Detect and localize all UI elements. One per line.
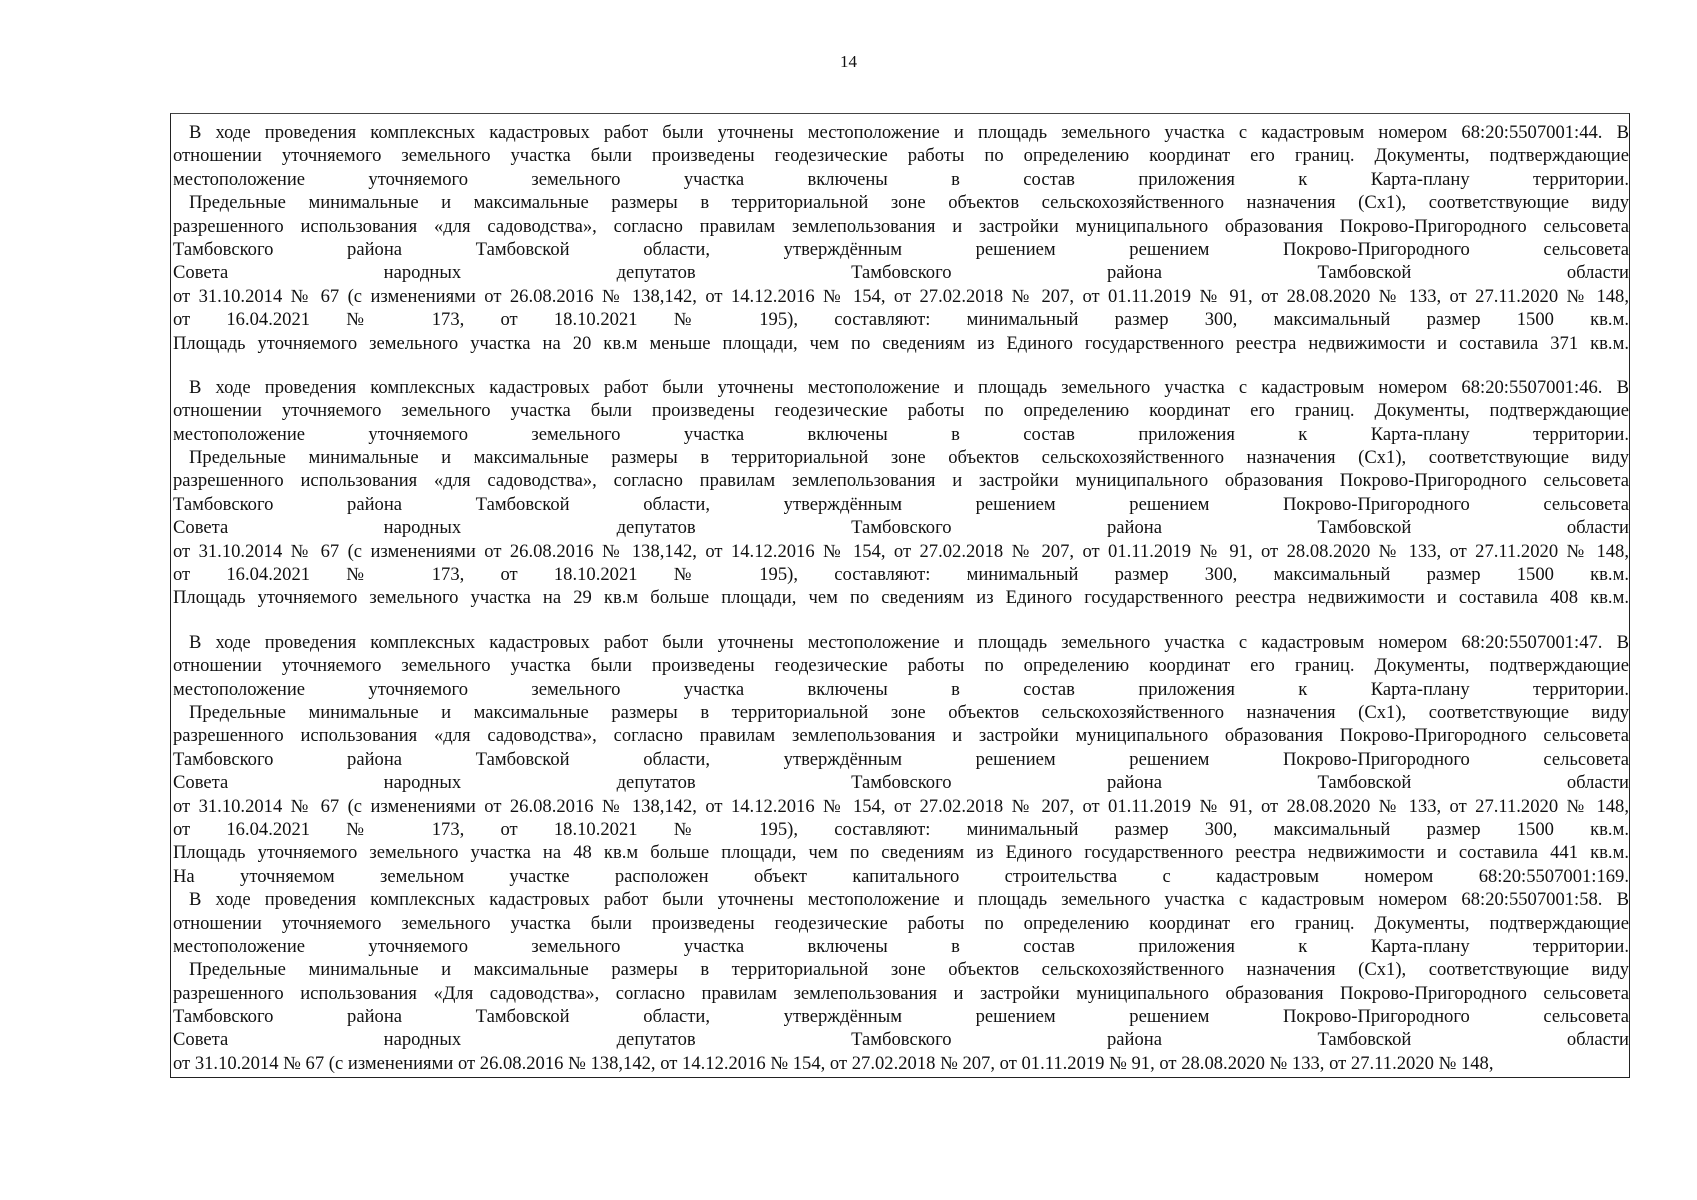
text-line: В ходе проведения комплексных кадастровых работ были уточнены местоположение и площадь земельного участка с кадастровым номером 68:20:5507001:44. В — [189, 122, 1629, 143]
text-line: от 16.04.2021 № 173, от 18.10.2021 № 195), составляют: минимальный размер 300, максимальный размер 1500 кв.м. — [173, 309, 1629, 331]
text-line: от 31.10.2014 № 67 (с изменениями от 26.08.2016 № 138,142, от 14.12.2016 № 154, от 27.02.2018 № 207, от 01.11.2019 № 91, от 28.08.2020 № 133, от 27.11.2020 № 148, — [173, 285, 1629, 307]
text-line: отношении уточняемого земельного участка были произведены геодезические работы по определению координат его границ. Документы, подтверждающие — [173, 400, 1629, 422]
text-line: Тамбовского района Тамбовской области, утверждённым решением решением Покрово-Пригородного сельсовета — [173, 238, 1629, 260]
text-line: В ходе проведения комплексных кадастровых работ были уточнены местоположение и площадь земельного участка с кадастровым номером 68:20:5507001:46. В — [189, 376, 1629, 398]
text-line: Предельные минимальные и максимальные размеры в территориальной зоне объектов сельскохозяйственного назначения (Сх1), соответствующие виду — [189, 959, 1629, 981]
text-line: В ходе проведения комплексных кадастровых работ были уточнены местоположение и площадь земельного участка с кадастровым номером 68:20:5507001:58. В — [189, 889, 1629, 911]
text-line: Предельные минимальные и максимальные размеры в территориальной зоне объектов сельскохозяйственного назначения (Сх1), соответствующие виду — [189, 701, 1629, 723]
text-line: местоположение уточняемого земельного участка включены в состав приложения к Карта-плану территории. — [173, 678, 1629, 700]
paragraph-block — [173, 376, 1629, 610]
text-line: Совета народных депутатов Тамбовского района Тамбовской области — [173, 772, 1629, 794]
text-line: местоположение уточняемого земельного участка включены в состав приложения к Карта-плану территории. — [173, 935, 1629, 957]
text-line: Площадь уточняемого земельного участка на 29 кв.м больше площади, чем по сведениям из Единого государственного реестра недвижимости и составила 408 кв.м. — [173, 587, 1629, 609]
text-line: Совета народных депутатов Тамбовского района Тамбовской области — [173, 517, 1629, 539]
text-line: Предельные минимальные и максимальные размеры в территориальной зоне объектов сельскохозяйственного назначения (Сх1), соответствующие виду — [189, 192, 1629, 214]
document-text-frame — [170, 113, 1630, 1078]
paragraph-block — [173, 121, 1629, 355]
text-line: Совета народных депутатов Тамбовского района Тамбовской области — [173, 262, 1629, 284]
text-line: В ходе проведения комплексных кадастровых работ были уточнены местоположение и площадь земельного участка с кадастровым номером 68:20:5507001:47. В — [189, 631, 1629, 653]
text-line: Тамбовского района Тамбовской области, утверждённым решением решением Покрово-Пригородного сельсовета — [173, 493, 1629, 515]
paragraph-gap — [173, 610, 1629, 631]
text-line: отношении уточняемого земельного участка были произведены геодезические работы по определению координат его границ. Документы, подтверждающие — [173, 145, 1629, 167]
page-number: 14 — [840, 52, 857, 71]
text-line: Площадь уточняемого земельного участка на 20 кв.м меньше площади, чем по сведениям из Единого государственного реестра недвижимости и составила 371 кв.м. — [173, 332, 1629, 354]
text-line: Тамбовского района Тамбовской области, утверждённым решением решением Покрово-Пригородного сельсовета — [173, 748, 1629, 770]
text-line: На уточняемом земельном участке расположен объект капитального строительства с кадастровым номером 68:20:5507001:169. — [173, 865, 1629, 887]
text-line: Тамбовского района Тамбовской области, утверждённым решением решением Покрово-Пригородного сельсовета — [173, 1006, 1629, 1028]
text-line: отношении уточняемого земельного участка были произведены геодезические работы по определению координат его границ. Документы, подтверждающие — [173, 655, 1629, 677]
text-line: разрешенного использования «для садоводства», согласно правилам землепользования и застройки муниципального образования Покрово-Пригородного сельсовета — [173, 725, 1629, 747]
text-line: разрешенного использования «для садоводства», согласно правилам землепользования и застройки муниципального образования Покрово-Пригородного сельсовета — [173, 215, 1629, 237]
text-line: от 16.04.2021 № 173, от 18.10.2021 № 195), составляют: минимальный размер 300, максимальный размер 1500 кв.м. — [173, 818, 1629, 840]
text-line: Совета народных депутатов Тамбовского района Тамбовской области — [173, 1029, 1629, 1051]
text-line: разрешенного использования «Для садоводства», согласно правилам землепользования и застройки муниципального образования Покрово-Пригородного сельсовета — [173, 982, 1629, 1004]
text-line: Площадь уточняемого земельного участка на 48 кв.м больше площади, чем по сведениям из Единого государственного реестра недвижимости и составила 441 кв.м. — [173, 842, 1629, 864]
text-line: Предельные минимальные и максимальные размеры в территориальной зоне объектов сельскохозяйственного назначения (Сх1), соответствующие виду — [189, 447, 1629, 469]
text-line: от 31.10.2014 № 67 (с изменениями от 26.08.2016 № 138,142, от 14.12.2016 № 154, от 27.02.2018 № 207, от 01.11.2019 № 91, от 28.08.2020 № 133, от 27.11.2020 № 148, — [173, 1052, 1494, 1074]
paragraph-gap — [173, 355, 1629, 376]
text-line: отношении уточняемого земельного участка были произведены геодезические работы по определению координат его границ. Документы, подтверждающие — [173, 912, 1629, 934]
paragraph-block — [173, 631, 1629, 1075]
text-line: от 31.10.2014 № 67 (с изменениями от 26.08.2016 № 138,142, от 14.12.2016 № 154, от 27.02.2018 № 207, от 01.11.2019 № 91, от 28.08.2020 № 133, от 27.11.2020 № 148, — [173, 540, 1629, 562]
text-line: от 16.04.2021 № 173, от 18.10.2021 № 195), составляют: минимальный размер 300, максимальный размер 1500 кв.м. — [173, 564, 1629, 586]
text-line: от 31.10.2014 № 67 (с изменениями от 26.08.2016 № 138,142, от 14.12.2016 № 154, от 27.02.2018 № 207, от 01.11.2019 № 91, от 28.08.2020 № 133, от 27.11.2020 № 148, — [173, 795, 1629, 817]
text-line: местоположение уточняемого земельного участка включены в состав приложения к Карта-плану территории. — [173, 423, 1629, 445]
text-line: разрешенного использования «для садоводства», согласно правилам землепользования и застройки муниципального образования Покрово-Пригородного сельсовета — [173, 470, 1629, 492]
text-line: местоположение уточняемого земельного участка включены в состав приложения к Карта-плану территории. — [173, 168, 1629, 190]
